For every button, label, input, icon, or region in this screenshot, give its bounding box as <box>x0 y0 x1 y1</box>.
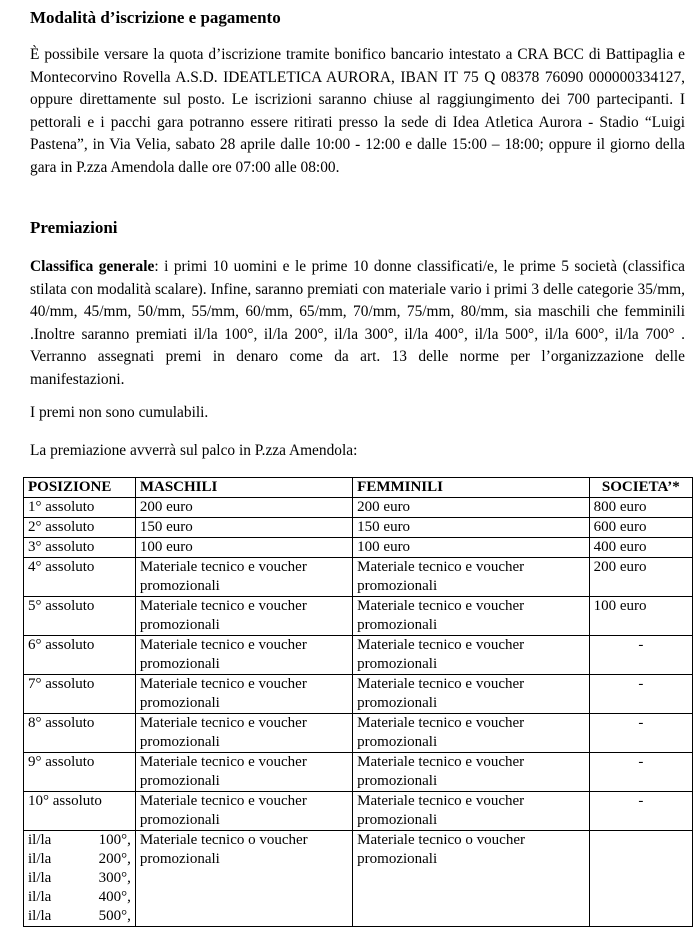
section-title-iscrizione: Modalità d’iscrizione e pagamento <box>30 8 281 27</box>
cell-posizione: 7° assoluto <box>24 675 136 714</box>
cell-maschili: Materiale tecnico e voucher promozionali <box>135 792 352 831</box>
table-row <box>24 792 693 831</box>
table-header-row <box>24 478 693 498</box>
cell-posizione: 10° assoluto <box>24 792 136 831</box>
cell-societa: 600 euro <box>589 518 692 538</box>
cell-maschili: Materiale tecnico e voucher promozionali <box>135 753 352 792</box>
posizione-line: il/la 500°, <box>28 908 131 924</box>
posizione-line: il/la 400°, <box>28 889 131 905</box>
cell-maschili: 100 euro <box>135 538 352 558</box>
cell-maschili: 200 euro <box>135 498 352 518</box>
cell-posizione: 6° assoluto <box>24 636 136 675</box>
table-row <box>24 558 693 597</box>
cell-femminili: Materiale tecnico e voucher promozionali <box>353 714 589 753</box>
cell-societa: 800 euro <box>589 498 692 518</box>
cell-posizione <box>24 831 136 927</box>
classifica-text: : i primi 10 uomini e le prime 10 donne classificati/e, le prime 5 società (classifica stilata con modalità scalare). Infine, saranno premiati con materiale vario i primi 3 delle categorie 35/mm, 40/mm, 45/mm, 50/mm, 55/mm, 60/mm, 65/mm, 70/mm, 75/mm, 80/mm, sia maschili che femminili .Inoltre saranno premiati il/la 100°, il/la 200°, il/la 300°, il/la 400°, il/la 500°, il/la 600°, il/la 700° . Verranno assegnati premi in denaro come da art. 13 delle norme per l’organizzazione delle manifestazioni. <box>30 258 685 388</box>
cell-maschili: Materiale tecnico e voucher promozionali <box>135 636 352 675</box>
cell-posizione: 1° assoluto <box>24 498 136 518</box>
cell-posizione: 2° assoluto <box>24 518 136 538</box>
cell-posizione: 9° assoluto <box>24 753 136 792</box>
table-row <box>24 597 693 636</box>
cell-societa: - <box>589 792 692 831</box>
cell-societa: 100 euro <box>589 597 692 636</box>
cell-femminili: Materiale tecnico e voucher promozionali <box>353 636 589 675</box>
posizione-line: il/la 300°, <box>28 870 131 886</box>
cell-femminili: Materiale tecnico e voucher promozionali <box>353 753 589 792</box>
table-row <box>24 518 693 538</box>
table-row <box>24 538 693 558</box>
cell-posizione: 5° assoluto <box>24 597 136 636</box>
cell-posizione: 3° assoluto <box>24 538 136 558</box>
posizione-line: il/la 200°, <box>28 851 131 867</box>
cell-femminili: Materiale tecnico o voucher promozionali <box>353 831 589 927</box>
table-row <box>24 714 693 753</box>
cell-femminili: Materiale tecnico e voucher promozionali <box>353 675 589 714</box>
cell-societa: - <box>589 714 692 753</box>
section-title-premiazioni: Premiazioni <box>30 218 118 237</box>
premi-table <box>23 477 693 927</box>
cell-societa: - <box>589 675 692 714</box>
cell-femminili: 200 euro <box>353 498 589 518</box>
posizione-line: il/la 100°, <box>28 832 131 848</box>
cell-femminili: Materiale tecnico e voucher promozionali <box>353 792 589 831</box>
table-row <box>24 636 693 675</box>
cell-societa: - <box>589 636 692 675</box>
cell-societa: - <box>589 753 692 792</box>
cell-societa: 200 euro <box>589 558 692 597</box>
cell-maschili: Materiale tecnico e voucher promozionali <box>135 675 352 714</box>
cell-femminili: 150 euro <box>353 518 589 538</box>
classifica-paragraph <box>30 256 685 392</box>
non-cumulabili-text: I premi non sono cumulabili. <box>30 404 209 421</box>
cell-femminili: Materiale tecnico e voucher promozionali <box>353 558 589 597</box>
header-maschili: MASCHILI <box>135 478 352 498</box>
cell-maschili: Materiale tecnico e voucher promozionali <box>135 597 352 636</box>
cell-maschili: Materiale tecnico e voucher promozionali <box>135 714 352 753</box>
cell-maschili: 150 euro <box>135 518 352 538</box>
cell-maschili: Materiale tecnico o voucher promozionali <box>135 831 352 927</box>
cell-posizione: 8° assoluto <box>24 714 136 753</box>
header-posizione: POSIZIONE <box>24 478 136 498</box>
cell-maschili: Materiale tecnico e voucher promozionali <box>135 558 352 597</box>
cell-societa: 400 euro <box>589 538 692 558</box>
premiazione-luogo-text: La premiazione avverrà sul palco in P.zza Amendola: <box>30 442 358 459</box>
cell-societa <box>589 831 692 927</box>
header-femminili: FEMMINILI <box>353 478 589 498</box>
table-row <box>24 753 693 792</box>
header-societa: SOCIETA’* <box>589 478 692 498</box>
table-row <box>24 675 693 714</box>
iscrizione-paragraph: È possibile versare la quota d’iscrizione tramite bonifico bancario intestato a CRA BCC di Battipaglia e Montecorvino Rovella A.S.D. IDEATLETICA AURORA, IBAN IT 75 Q 08378 76090 000000334127, oppure direttamente sul posto. Le iscrizioni saranno chiuse al raggiungimento dei 700 partecipanti. I pettorali e i pacchi gara potranno essere ritirati presso la sede di Idea Atletica Aurora - Stadio “Luigi Pastena”, in Via Velia, sabato 28 aprile dalle 10:00 - 12:00 e dalle 15:00 – 18:00; oppure il giorno della gara in P.zza Amendola dalle ore 07:00 alle 08:00. <box>30 46 685 176</box>
cell-posizione: 4° assoluto <box>24 558 136 597</box>
table-row <box>24 498 693 518</box>
table-row <box>24 831 693 927</box>
cell-femminili: Materiale tecnico e voucher promozionali <box>353 597 589 636</box>
classifica-label: Classifica generale <box>30 258 155 275</box>
cell-femminili: 100 euro <box>353 538 589 558</box>
